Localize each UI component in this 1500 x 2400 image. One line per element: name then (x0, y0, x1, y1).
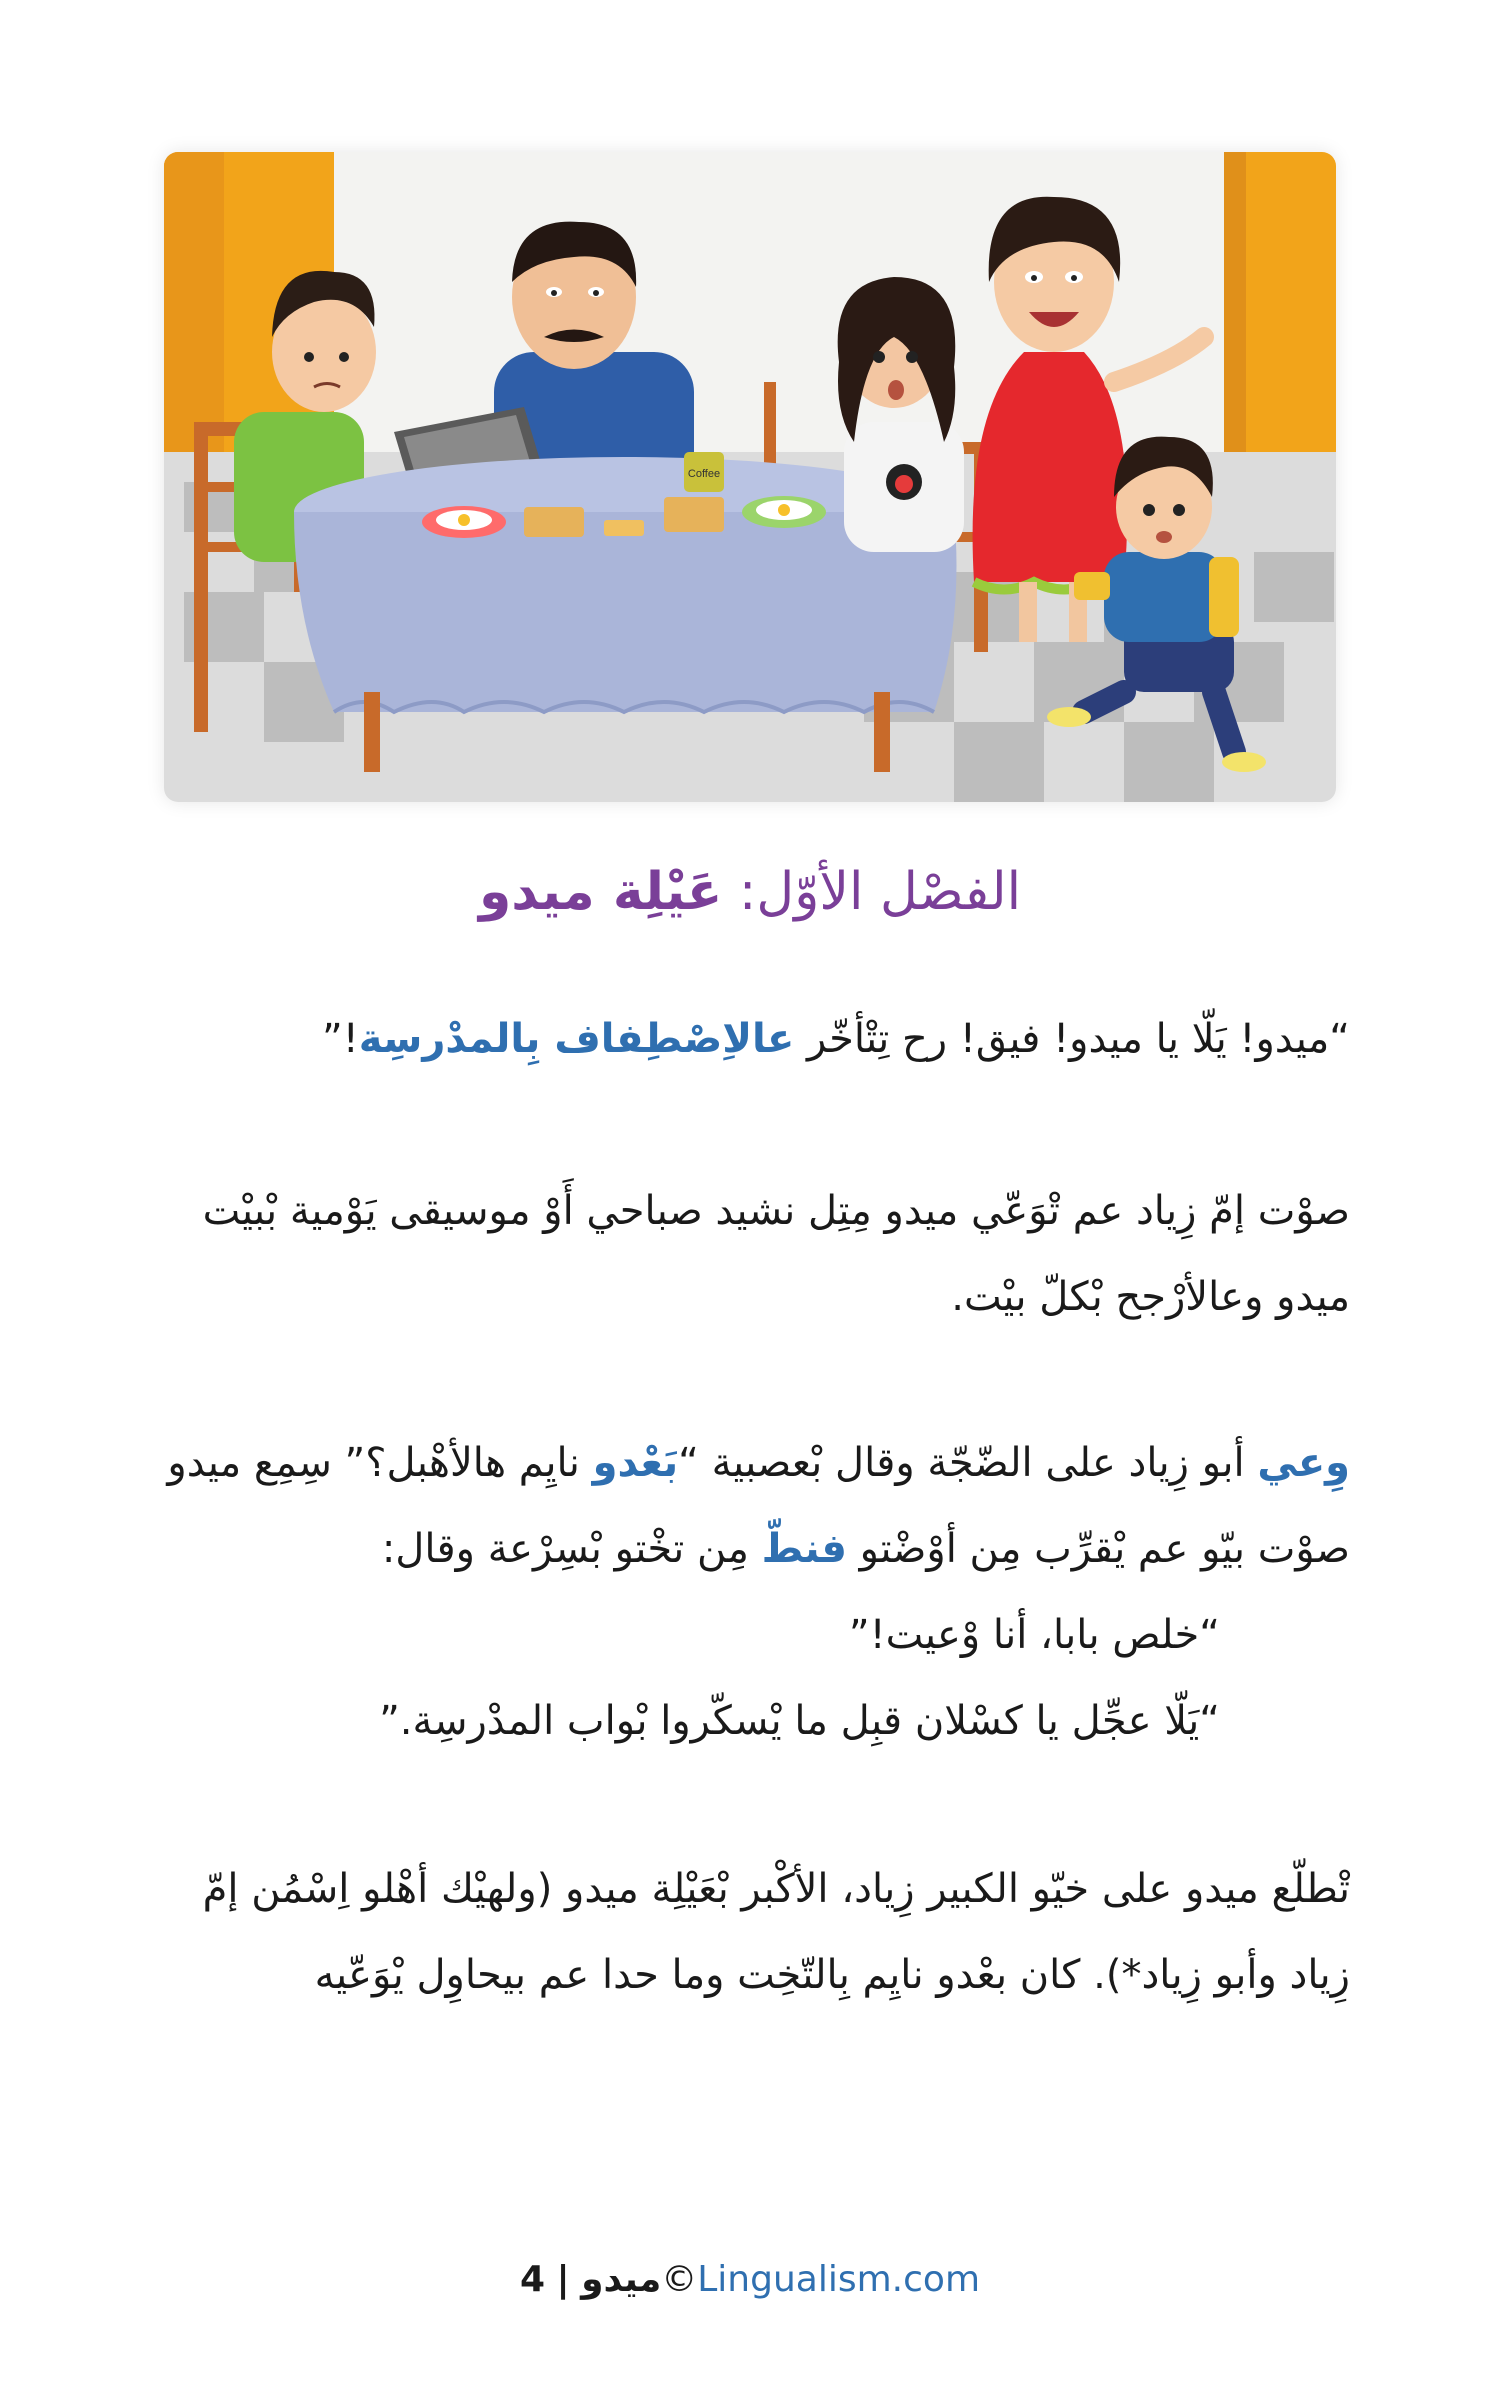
family-breakfast-illustration (164, 152, 1336, 802)
para1-text: “ميدو! يَلّا يا ميدو! فيق! رح تِتْأخّر (794, 1016, 1350, 1062)
dialog-line-2: “يَلّا عجِّل يا كسْلان قبِل ما يْسكّروا بْواب المدْرسِة.” (379, 1698, 1220, 1744)
dialog-line-1: “خلص بابا، أنا وْعيت!” (848, 1612, 1220, 1658)
para3-text-3: مِن تخْتو بْسِرْعة وقال: (381, 1526, 762, 1572)
para3-highlight-2: بَعْدو (592, 1440, 679, 1486)
para1-highlight: عالاِصْطِفاف بِالمدْرسِة (358, 1016, 795, 1062)
footer-site-link[interactable]: Lingualism.com (697, 2259, 981, 2300)
paragraph-3 (150, 1420, 1350, 1592)
chapter-title (150, 852, 1350, 932)
para1-end: !” (322, 1016, 359, 1062)
paragraph-2: صوْت إمّ زِياد عم تْوَعّي ميدو مِتِل نشيد صباحي أَوْ موسيقى يَوْمية بْبيْت ميدو وعالأرْجح بْكلّ بيْت. (202, 1188, 1350, 1320)
para3-highlight-3: فنطّ (761, 1526, 847, 1572)
chapter-title-prefix: الفصْل الأوّل: (738, 862, 1022, 922)
page-footer (150, 2250, 1350, 2310)
copyright-symbol: © (661, 2259, 698, 2300)
para3-highlight-1: وِعي (1257, 1440, 1350, 1486)
para3-text-1: أبو زِياد على الضّجّة وقال بْعصبية “ (678, 1440, 1258, 1486)
page-number: 4 (519, 2259, 546, 2300)
mug-label: Coffee (687, 468, 721, 480)
para3-text-2: نايِم هالأهْبل؟” سِمِع ميدو صوْت بيّو عم يْقرِّب مِن أوْضْتو (167, 1440, 1350, 1572)
paragraph-1 (150, 996, 1350, 1082)
footer-separator: | (556, 2259, 570, 2300)
chapter-title-name: عَيْلِة ميدو (478, 862, 723, 922)
paragraph-4: تْطلّع ميدو على خيّو الكبير زِياد، الأكْبر بْعَيْلِة ميدو (ولهيْك أهْلو اِسْمُن إمّ زِياد وأبو زِياد*). كان بعْدو نايِم بِالتّخِت وما حدا عم بيحاوِل يْوَعّيه (202, 1866, 1350, 1998)
footer-book-title: ميدو (581, 2259, 662, 2300)
